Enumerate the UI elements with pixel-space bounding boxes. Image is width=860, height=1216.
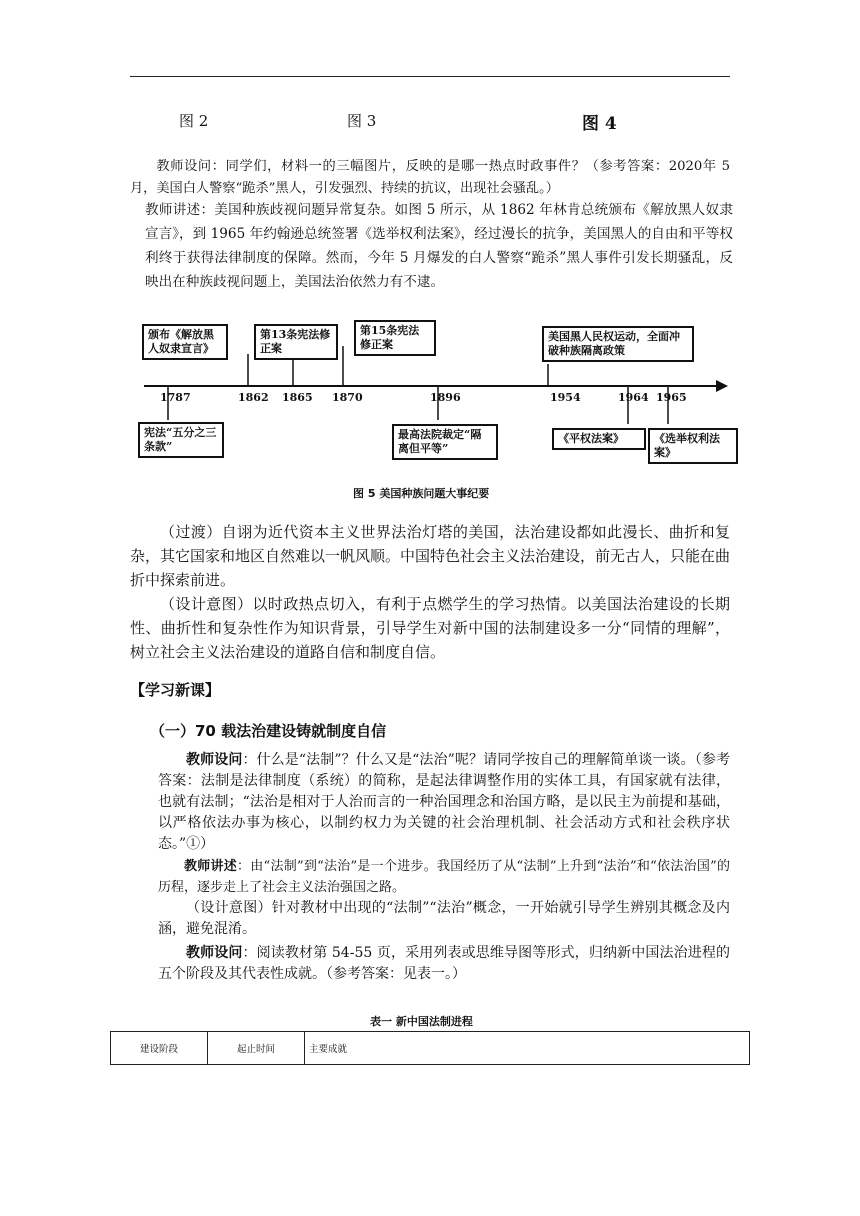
teacher-lecture-2 (158, 856, 730, 898)
teacher-question-3-label: 教师设问 (186, 945, 243, 961)
transition-paragraph: （过渡）自诩为近代资本主义世界法治灯塔的美国，法治建设都如此漫长、曲折和复杂，其它国家和地区自然难以一帆风顺。中国特色社会主义法治建设，前无古人，只能在曲折中探索前进。 (130, 523, 731, 589)
design-intent-1: （设计意图）以时政热点切入，有利于点燃学生的学习热情。以美国法治建设的长期性、曲折性和复杂性作为知识背景，引导学生对新中国的法制建设多一分“同情的理解”，树立社会主义法治建设的道路自信和制度自信。 (130, 595, 730, 661)
timeline-box-13th-amendment: 第13条宪法修正案 (254, 324, 338, 360)
table-header-cell: 起止时间 (208, 1032, 305, 1065)
teacher-lecture-1: 教师讲述：美国种族歧视问题异常复杂。如图 5 所示，从 1862 年林肯总统颁布《解放黑人奴隶宣言》，到 1965 年约翰逊总统签署《选举权利法案》，经过漫长的抗争，美国黑人的自由和平等权利终于获得法律制度的保障。然而，今年 5 月爆发的白人警察“跪杀”黑人事件引发长期骚乱，反映出在种族歧视问题上，美国法治依然力有不逮。 (145, 202, 733, 290)
timeline-box-civil-rights: 美国黑人民权运动，全面冲破种族隔离政策 (542, 326, 694, 362)
teacher-question-2-text: ：什么是“法制”？什么又是“法治”呢？请同学按自己的理解简单谈一谈。（参考答案：法制是法律制度（系统）的简称，是起法律调整作用的实体工具，有国家就有法律，也就有法制；“法治是相对于人治而言的一种治国理念和治国方略，是以民主为前提和基础，以严格依法办事为核心，以制约权力为关键的社会治理机制、社会活动方式和社会秩序状态。”①） (158, 752, 730, 852)
timeline-box-voting-rights-act: 《选举权利法案》 (648, 428, 738, 464)
top-rule (130, 76, 730, 77)
teacher-question-2-label: 教师设问 (186, 752, 243, 768)
timeline-year: 1954 (550, 391, 581, 404)
timeline-year: 1787 (160, 391, 191, 404)
figure-2-label: 图 2 (179, 112, 209, 130)
table-header-cell: 主要成就 (305, 1032, 750, 1065)
timeline-year: 1964 (618, 391, 649, 404)
timeline-box-civil-rights-act: 《平权法案》 (552, 428, 646, 450)
figure-4-label: 图 4 (582, 114, 617, 134)
design-intent-2: （设计意图）针对教材中出现的“法制”“法治”概念，一开始就引导学生辨别其概念及内涵，避免混淆。 (158, 900, 730, 937)
teacher-question-1: 教师设问：同学们，材料一的三幅图片，反映的是哪一热点时政事件？（参考答案：2020年 5 月，美国白人警察“跪杀”黑人，引发强烈、持续的抗议，出现社会骚乱。） (130, 159, 730, 196)
timeline-year: 1896 (430, 391, 461, 404)
subsection-title: （一）70 载法治建设铸就制度自信 (150, 722, 387, 740)
timeline-year: 1870 (332, 391, 363, 404)
timeline-box-separate-but-equal: 最高法院裁定“隔离但平等” (392, 424, 498, 460)
teacher-lecture-2-text: ：由“法制”到“法治”是一个进步。我国经历了从“法制”上升到“法治”和“依法治国”的历程，逐步走上了社会主义法治强国之路。 (158, 859, 730, 895)
timeline-year: 1865 (282, 391, 313, 404)
teacher-question-2 (158, 750, 730, 855)
teacher-lecture-2-label: 教师讲述 (184, 859, 238, 874)
table-header-row (111, 1032, 750, 1065)
figure-5-caption: 图 5 美国种族问题大事纪要 (353, 487, 490, 500)
figure-5-timeline (138, 316, 734, 468)
table-1-caption: 表一 新中国法制进程 (370, 1015, 473, 1028)
section-title: 【学习新课】 (130, 681, 221, 699)
timeline-box-15th-amendment: 第15条宪法修正案 (354, 320, 436, 356)
figure-3-label: 图 3 (347, 112, 377, 130)
timeline-box-emancipation: 颁布《解放黑人奴隶宣言》 (142, 324, 228, 360)
timeline-box-three-fifths: 宪法“五分之三条款” (138, 422, 224, 458)
teacher-question-3 (158, 943, 730, 985)
table-header-cell: 建设阶段 (111, 1032, 208, 1065)
teacher-question-3-text: ：阅读教材第 54-55 页，采用列表或思维导图等形式，归纳新中国法治进程的五个阶段及其代表性成就。（参考答案：见表一。） (158, 945, 730, 982)
table-1 (110, 1031, 750, 1065)
timeline-year: 1965 (656, 391, 687, 404)
timeline-year: 1862 (238, 391, 269, 404)
